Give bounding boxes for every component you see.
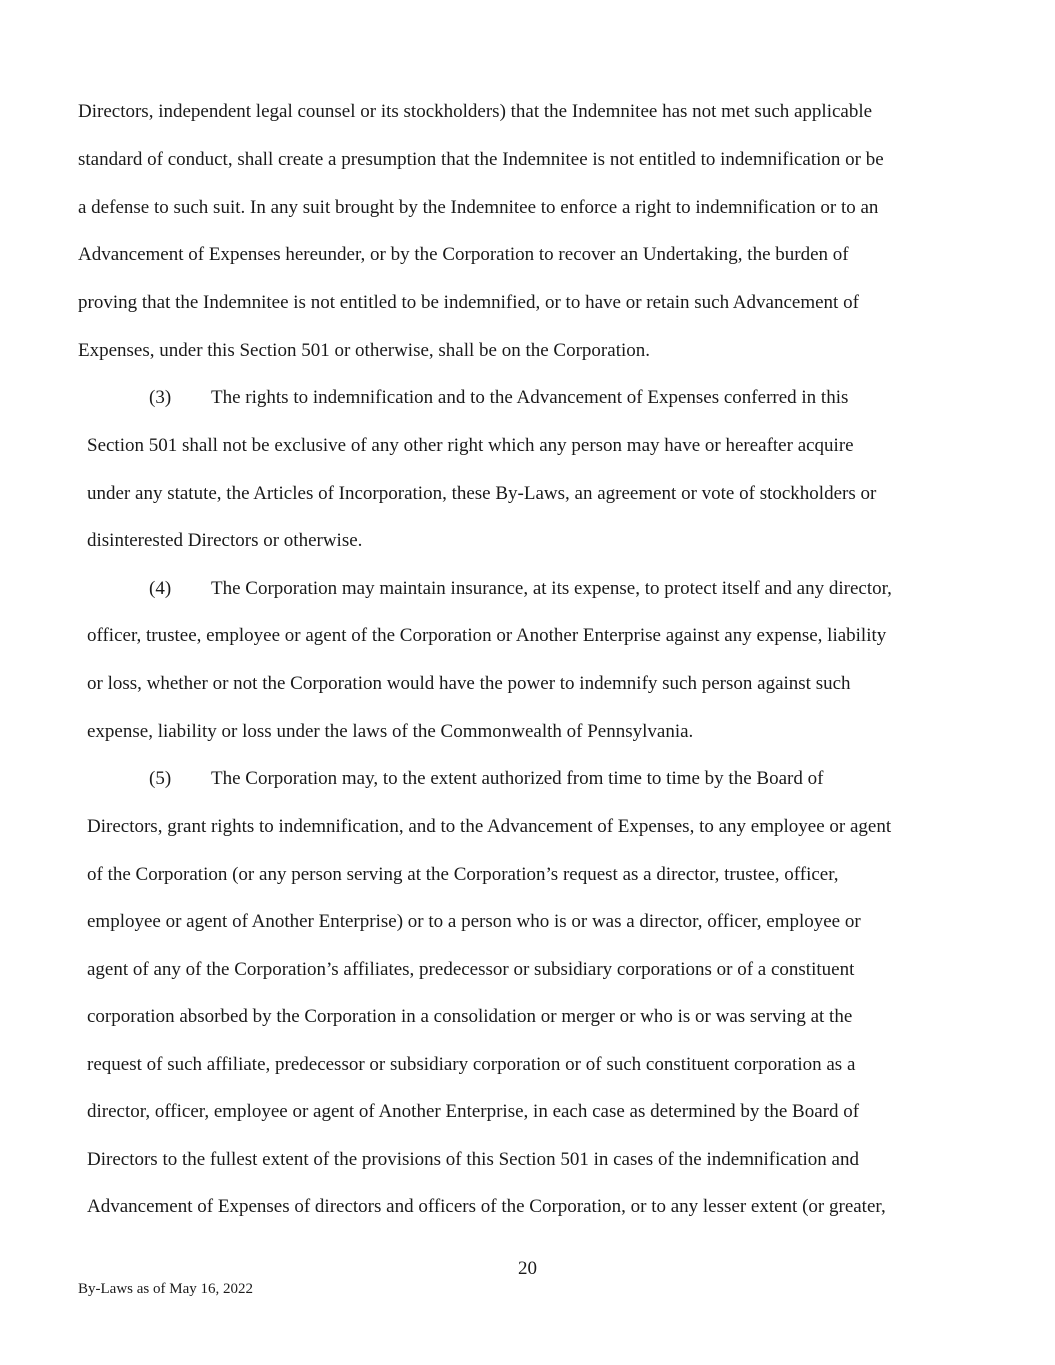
body-text-line: or loss, whether or not the Corporation would have the power to indemnify such person against such bbox=[87, 673, 851, 694]
paragraph-number: (5) bbox=[149, 768, 172, 789]
body-text-line: request of such affiliate, predecessor or subsidiary corporation or of such constituent corporation as a bbox=[87, 1054, 856, 1075]
page-number: 20 bbox=[518, 1258, 537, 1279]
body-text-line: Directors to the fullest extent of the provisions of this Section 501 in cases of the indemnification and bbox=[87, 1149, 859, 1170]
paragraph-5-first-line bbox=[149, 767, 823, 791]
body-text-line: Directors, independent legal counsel or its stockholders) that the Indemnitee has not met such applicable bbox=[78, 101, 873, 122]
body-text-line: Advancement of Expenses of directors and officers of the Corporation, or to any lesser extent (or greater, bbox=[87, 1196, 886, 1217]
body-text-line: of the Corporation (or any person serving at the Corporation’s request as a director, trustee, officer, bbox=[87, 864, 839, 885]
paragraph-text: The rights to indemnification and to the Advancement of Expenses conferred in this bbox=[211, 387, 849, 408]
paragraph-text: The Corporation may, to the extent authorized from time to time by the Board of bbox=[211, 768, 824, 789]
body-text-line: a defense to such suit. In any suit brought by the Indemnitee to enforce a right to indemnification or to an bbox=[78, 197, 879, 218]
paragraph-number: (3) bbox=[149, 387, 172, 408]
body-text-line: employee or agent of Another Enterprise) or to a person who is or was a director, officer, employee or bbox=[87, 911, 861, 932]
body-text-line: corporation absorbed by the Corporation in a consolidation or merger or who is or was serving at the bbox=[87, 1006, 853, 1027]
paragraph-text: The Corporation may maintain insurance, at its expense, to protect itself and any director, bbox=[211, 578, 892, 599]
body-text-line: Advancement of Expenses hereunder, or by the Corporation to recover an Undertaking, the burden of bbox=[78, 244, 849, 265]
body-text-line: Directors, grant rights to indemnification, and to the Advancement of Expenses, to any employee or agent bbox=[87, 816, 892, 837]
body-text-line: standard of conduct, shall create a presumption that the Indemnitee is not entitled to indemnification or be bbox=[78, 149, 884, 170]
body-text-line: proving that the Indemnitee is not entitled to be indemnified, or to have or retain such Advancement of bbox=[78, 292, 859, 313]
body-text-line: expense, liability or loss under the laws of the Commonwealth of Pennsylvania. bbox=[87, 721, 694, 742]
body-text-line: Expenses, under this Section 501 or otherwise, shall be on the Corporation. bbox=[78, 340, 651, 361]
footer-text: By-Laws as of May 16, 2022 bbox=[78, 1281, 253, 1297]
body-text-line: agent of any of the Corporation’s affiliates, predecessor or subsidiary corporations or of a constituent bbox=[87, 959, 855, 980]
body-text-line: director, officer, employee or agent of Another Enterprise, in each case as determined by the Board of bbox=[87, 1101, 860, 1122]
body-text-line: officer, trustee, employee or agent of the Corporation or Another Enterprise against any expense, liability bbox=[87, 625, 887, 646]
body-text-line: Section 501 shall not be exclusive of any other right which any person may have or hereafter acquire bbox=[87, 435, 854, 456]
paragraph-3-first-line bbox=[149, 386, 848, 410]
paragraph-number: (4) bbox=[149, 578, 172, 599]
body-text-line: disinterested Directors or otherwise. bbox=[87, 530, 363, 551]
paragraph-4-first-line bbox=[149, 577, 892, 601]
body-text-line: under any statute, the Articles of Incorporation, these By-Laws, an agreement or vote of stockholders or bbox=[87, 483, 877, 504]
